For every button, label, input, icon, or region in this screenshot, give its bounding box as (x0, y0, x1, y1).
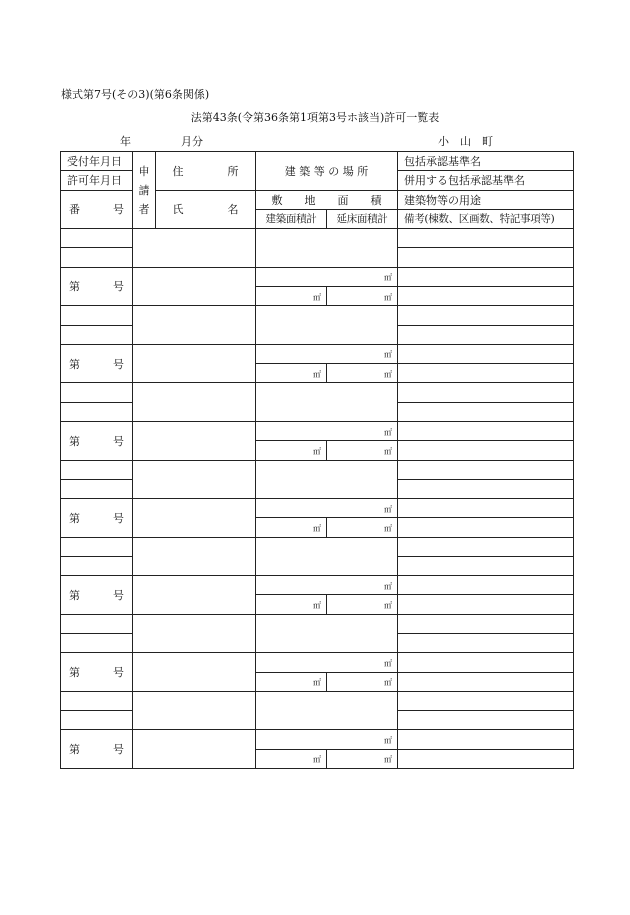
square-meter-unit: ㎡ (313, 755, 321, 765)
building-use-cell[interactable] (398, 267, 574, 286)
building-use-header: 建築物等の用途 (398, 190, 574, 209)
square-meter-unit: ㎡ (384, 755, 393, 765)
combined-standard-cell[interactable] (398, 402, 574, 421)
square-meter-unit: ㎡ (384, 678, 393, 688)
receipt-date-cell[interactable] (61, 229, 133, 248)
applicant-name-cell[interactable] (133, 576, 256, 615)
site-area-cell[interactable] (256, 421, 398, 440)
building-use-cell[interactable] (398, 576, 574, 595)
approval-standard-cell[interactable] (398, 306, 574, 325)
entry-row (61, 229, 574, 248)
entry-row (61, 344, 574, 363)
floor-area-cell[interactable] (327, 672, 398, 691)
remarks-header: 備考(棟数、区画数、特記事項等) (398, 209, 574, 228)
applicant-name-cell[interactable] (133, 344, 256, 383)
receipt-date-cell[interactable] (61, 537, 133, 556)
building-site-cell[interactable] (256, 383, 398, 422)
site-area-cell[interactable] (256, 653, 398, 672)
building-use-cell[interactable] (398, 653, 574, 672)
square-meter-unit: ㎡ (384, 427, 393, 437)
entry-row (61, 537, 574, 556)
receipt-date-cell[interactable] (61, 460, 133, 479)
site-area-cell[interactable] (256, 499, 398, 518)
combined-standard-cell[interactable] (398, 711, 574, 730)
building-area-cell[interactable] (256, 749, 327, 768)
floor-area-cell[interactable] (327, 364, 398, 383)
square-meter-unit: ㎡ (313, 523, 321, 533)
square-meter-unit: ㎡ (384, 273, 393, 283)
building-site-header: 建 築 等 の 場 所 (256, 152, 398, 191)
building-use-cell[interactable] (398, 730, 574, 749)
building-area-cell[interactable] (256, 595, 327, 614)
floor-area-cell[interactable] (327, 441, 398, 460)
combined-standard-cell[interactable] (398, 479, 574, 498)
permit-list-table (60, 151, 574, 769)
address-cell[interactable] (133, 383, 256, 422)
entry-row (61, 383, 574, 402)
building-site-cell[interactable] (256, 614, 398, 653)
remarks-cell[interactable] (398, 672, 574, 691)
period-year-label: 年 (120, 135, 131, 148)
receipt-date-cell[interactable] (61, 614, 133, 633)
site-area-cell[interactable] (256, 730, 398, 749)
approval-standard-cell[interactable] (398, 383, 574, 402)
address-cell[interactable] (133, 306, 256, 345)
entry-row (61, 306, 574, 325)
permit-date-cell[interactable] (61, 634, 133, 653)
entry-row (61, 691, 574, 710)
combined-standard-cell[interactable] (398, 325, 574, 344)
remarks-cell[interactable] (398, 441, 574, 460)
building-site-cell[interactable] (256, 306, 398, 345)
document-title: 法第43条(令第36条第1項第3号ホ該当)許可一覧表 (190, 111, 440, 124)
permit-number-cell[interactable]: 第 号 (61, 421, 133, 460)
square-meter-unit: ㎡ (384, 350, 393, 360)
permit-date-cell[interactable] (61, 402, 133, 421)
square-meter-unit: ㎡ (384, 369, 393, 379)
entry-row (61, 421, 574, 440)
remarks-cell[interactable] (398, 595, 574, 614)
permit-number-cell[interactable]: 第 号 (61, 344, 133, 383)
applicant-name-cell[interactable] (133, 421, 256, 460)
remarks-cell[interactable] (398, 749, 574, 768)
permit-number-cell[interactable]: 第 号 (61, 730, 133, 769)
form-number: 様式第7号(その3)(第6条関係) (61, 88, 210, 101)
name-header: 氏 名 (156, 190, 256, 229)
square-meter-unit: ㎡ (313, 292, 321, 302)
permit-number-cell[interactable]: 第 号 (61, 267, 133, 306)
permit-date-cell[interactable] (61, 711, 133, 730)
square-meter-unit: ㎡ (313, 601, 321, 611)
receipt-date-header: 受付年月日 (61, 152, 133, 171)
entry-row (61, 460, 574, 479)
approval-standard-cell[interactable] (398, 460, 574, 479)
building-site-cell[interactable] (256, 691, 398, 730)
floor-area-cell[interactable] (327, 749, 398, 768)
receipt-date-cell[interactable] (61, 383, 133, 402)
square-meter-unit: ㎡ (384, 504, 393, 514)
building-area-cell[interactable] (256, 518, 327, 537)
combined-standard-cell[interactable] (398, 556, 574, 575)
remarks-cell[interactable] (398, 286, 574, 305)
permit-number-cell[interactable]: 第 号 (61, 576, 133, 615)
floor-area-cell[interactable] (327, 595, 398, 614)
period-month-label: 月分 (181, 135, 203, 148)
square-meter-unit: ㎡ (384, 523, 393, 533)
building-area-cell[interactable] (256, 441, 327, 460)
approval-standard-cell[interactable] (398, 691, 574, 710)
square-meter-unit: ㎡ (384, 736, 393, 746)
building-use-cell[interactable] (398, 421, 574, 440)
building-area-cell[interactable] (256, 286, 327, 305)
combined-standard-cell[interactable] (398, 248, 574, 267)
square-meter-unit: ㎡ (313, 678, 321, 688)
permit-date-cell[interactable] (61, 556, 133, 575)
permit-date-header: 許可年月日 (61, 171, 133, 190)
address-cell[interactable] (133, 537, 256, 576)
entry-row (61, 614, 574, 633)
square-meter-unit: ㎡ (384, 601, 393, 611)
approval-standard-cell[interactable] (398, 537, 574, 556)
permit-date-cell[interactable] (61, 479, 133, 498)
applicant-name-cell[interactable] (133, 499, 256, 538)
combined-standard-header: 併用する包括承認基準名 (398, 171, 574, 190)
address-header: 住 所 (156, 152, 256, 191)
receipt-date-cell[interactable] (61, 691, 133, 710)
remarks-cell[interactable] (398, 364, 574, 383)
applicant-name-cell[interactable] (133, 267, 256, 306)
site-area-cell[interactable] (256, 576, 398, 595)
permit-number-cell[interactable]: 第 号 (61, 653, 133, 692)
address-cell[interactable] (133, 691, 256, 730)
approval-standard-cell[interactable] (398, 614, 574, 633)
floor-area-cell[interactable] (327, 286, 398, 305)
entry-row (61, 499, 574, 518)
permit-number-cell[interactable]: 第 号 (61, 499, 133, 538)
building-area-cell[interactable] (256, 364, 327, 383)
approval-standard-cell[interactable] (398, 229, 574, 248)
square-meter-unit: ㎡ (313, 446, 321, 456)
floor-area-header: 延床面積計 (327, 209, 398, 228)
permit-date-cell[interactable] (61, 325, 133, 344)
applicant-name-cell[interactable] (133, 653, 256, 692)
entry-row (61, 267, 574, 286)
site-area-cell[interactable] (256, 267, 398, 286)
address-cell[interactable] (133, 229, 256, 268)
square-meter-unit: ㎡ (384, 581, 393, 591)
building-use-cell[interactable] (398, 499, 574, 518)
address-cell[interactable] (133, 460, 256, 499)
combined-standard-cell[interactable] (398, 634, 574, 653)
square-meter-unit: ㎡ (384, 292, 393, 302)
address-cell[interactable] (133, 614, 256, 653)
entry-row (61, 730, 574, 749)
square-meter-unit: ㎡ (313, 369, 321, 379)
building-use-cell[interactable] (398, 344, 574, 363)
receipt-date-cell[interactable] (61, 306, 133, 325)
entry-row (61, 653, 574, 672)
building-site-cell[interactable] (256, 460, 398, 499)
building-area-header: 建築面積計 (256, 209, 327, 228)
permit-date-cell[interactable] (61, 248, 133, 267)
square-meter-unit: ㎡ (384, 446, 393, 456)
site-area-header: 敷 地 面 積 (256, 190, 398, 209)
site-area-cell[interactable] (256, 344, 398, 363)
building-site-cell[interactable] (256, 537, 398, 576)
square-meter-unit: ㎡ (384, 658, 393, 668)
town-name: 小 山 町 (438, 135, 493, 148)
approval-standard-header: 包括承認基準名 (398, 152, 574, 171)
applicant-header: 申 請 者 (133, 152, 156, 229)
building-site-cell[interactable] (256, 229, 398, 268)
entry-row (61, 576, 574, 595)
floor-area-cell[interactable] (327, 518, 398, 537)
remarks-cell[interactable] (398, 518, 574, 537)
applicant-name-cell[interactable] (133, 730, 256, 769)
building-area-cell[interactable] (256, 672, 327, 691)
number-header: 番 号 (61, 190, 133, 229)
